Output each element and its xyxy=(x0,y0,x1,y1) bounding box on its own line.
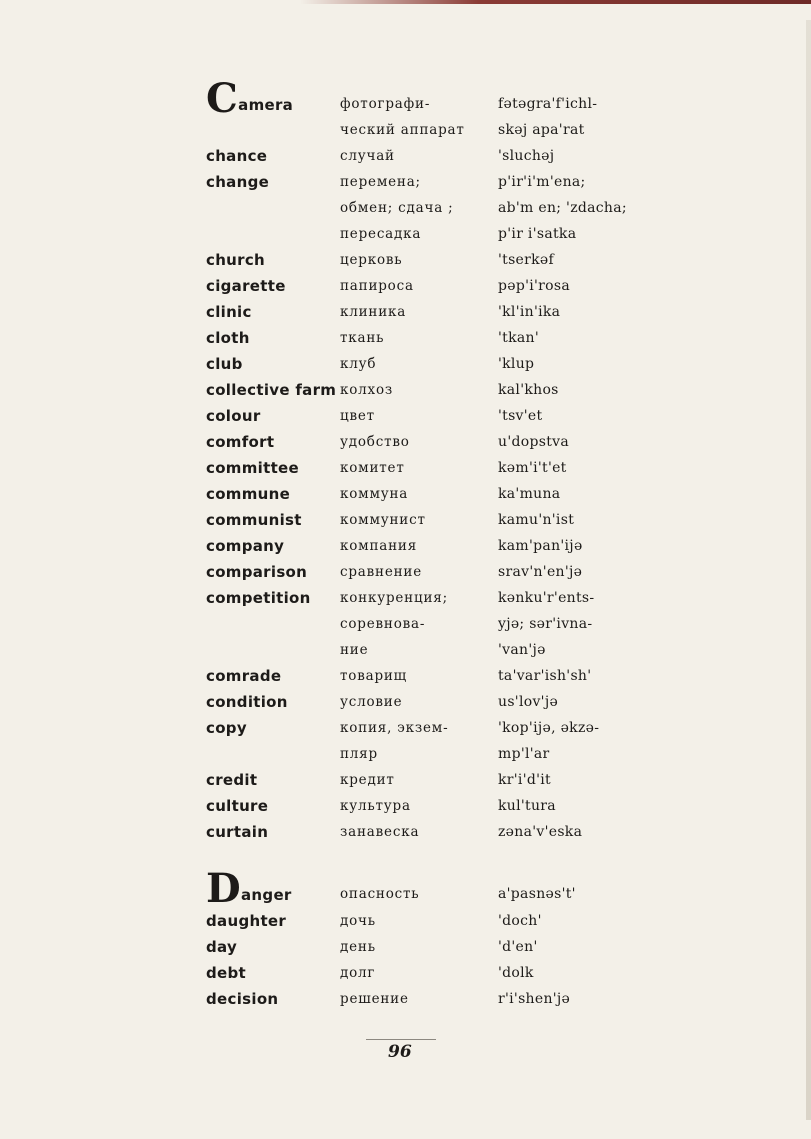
vocabulary-entry xyxy=(0,719,811,745)
pronunciation: kənku'r'ents- xyxy=(498,590,595,606)
russian-translation: день xyxy=(340,939,376,955)
english-word: daughter xyxy=(206,912,287,930)
pronunciation: ta'var'ish'sh' xyxy=(498,668,592,684)
russian-translation: товарищ xyxy=(340,668,408,684)
russian-translation: кредит xyxy=(340,772,395,788)
russian-translation: перемена; xyxy=(340,174,421,190)
russian-translation: коммунист xyxy=(340,512,426,528)
pronunciation: kamu'n'ist xyxy=(498,512,575,528)
vocabulary-entry xyxy=(0,667,811,693)
vocabulary-entry xyxy=(0,459,811,485)
russian-translation: решение xyxy=(340,991,409,1007)
vocabulary-entry xyxy=(0,277,811,303)
pronunciation: 'tserkəf xyxy=(498,252,554,268)
russian-translation: клиника xyxy=(340,304,407,320)
pronunciation: 'tsv'et xyxy=(498,408,543,424)
english-word: change xyxy=(206,173,270,191)
vocabulary-entry xyxy=(0,615,811,641)
vocabulary-entry xyxy=(0,745,811,771)
english-word: chance xyxy=(206,147,268,165)
vocabulary-entry xyxy=(0,912,811,938)
pronunciation: pəp'i'rosa xyxy=(498,278,571,294)
russian-translation: сравнение xyxy=(340,564,423,580)
pronunciation: kəm'i't'et xyxy=(498,460,567,476)
vocabulary-entry xyxy=(0,407,811,433)
russian-translation: опасность xyxy=(340,886,420,902)
english-word: clinic xyxy=(206,303,252,321)
section-first-word-rest: amera xyxy=(238,96,294,114)
vocabulary-entry xyxy=(0,433,811,459)
page-edge-top xyxy=(300,0,811,4)
pronunciation: a'pasnəs't' xyxy=(498,886,576,902)
vocabulary-entry xyxy=(0,589,811,615)
pronunciation: mp'l'ar xyxy=(498,746,550,762)
vocabulary-entry xyxy=(0,199,811,225)
russian-translation: компания xyxy=(340,538,418,554)
russian-translation: ткань xyxy=(340,330,385,346)
pronunciation: 'tkan' xyxy=(498,330,539,346)
english-word: cloth xyxy=(206,329,250,347)
vocabulary-entry xyxy=(0,329,811,355)
english-word: decision xyxy=(206,990,279,1008)
vocabulary-entry xyxy=(0,355,811,381)
russian-translation: обмен; сдача ; xyxy=(340,200,454,216)
pronunciation: fətəgra'f'ichl- xyxy=(498,96,598,112)
russian-translation: пляр xyxy=(340,746,378,762)
russian-translation: долг xyxy=(340,965,376,981)
vocabulary-entry xyxy=(0,173,811,199)
pronunciation: u'dopstva xyxy=(498,434,569,450)
english-word: club xyxy=(206,355,243,373)
russian-translation: случай xyxy=(340,148,395,164)
russian-translation: ние xyxy=(340,642,369,658)
russian-translation: цвет xyxy=(340,408,375,424)
pronunciation: kr'i'd'it xyxy=(498,772,551,788)
vocabulary-entry xyxy=(0,563,811,589)
pronunciation: us'lov'jə xyxy=(498,694,559,710)
english-word: curtain xyxy=(206,823,269,841)
russian-translation: дочь xyxy=(340,913,376,929)
pronunciation: ab'm en; 'zdacha; xyxy=(498,200,627,216)
vocabulary-entry xyxy=(0,147,811,173)
pronunciation: ka'muna xyxy=(498,486,561,502)
russian-translation: колхоз xyxy=(340,382,394,398)
english-word: condition xyxy=(206,693,288,711)
english-word: cigarette xyxy=(206,277,286,295)
russian-translation: удобство xyxy=(340,434,410,450)
section-first-word-rest: anger xyxy=(241,886,292,904)
pronunciation: kam'pan'ijə xyxy=(498,538,583,554)
page-number: 96 xyxy=(388,1042,412,1062)
vocabulary-entry xyxy=(0,251,811,277)
russian-translation: ческий аппарат xyxy=(340,122,465,138)
vocabulary-entry xyxy=(0,771,811,797)
russian-translation: фотографи- xyxy=(340,96,431,112)
russian-translation: копия, экзем- xyxy=(340,720,449,736)
pronunciation: r'i'shen'jə xyxy=(498,991,571,1007)
pronunciation: kul'tura xyxy=(498,798,556,814)
vocabulary-entry xyxy=(0,865,811,912)
pronunciation: zəna'v'eska xyxy=(498,824,583,840)
russian-translation: соревнова- xyxy=(340,616,426,632)
vocabulary-entry xyxy=(0,641,811,667)
russian-translation: занавеска xyxy=(340,824,420,840)
english-word: collective farm xyxy=(206,381,337,399)
pronunciation: 'dolk xyxy=(498,965,534,981)
vocabulary-entry xyxy=(0,823,811,849)
vocabulary-entry xyxy=(0,75,811,122)
russian-translation: конкуренция; xyxy=(340,590,448,606)
english-word: comfort xyxy=(206,433,275,451)
english-word xyxy=(206,75,294,122)
section-initial-letter: C xyxy=(206,75,239,122)
english-word: comparison xyxy=(206,563,308,581)
vocabulary-entry xyxy=(0,964,811,990)
russian-translation: папироса xyxy=(340,278,414,294)
vocabulary-entry xyxy=(0,511,811,537)
english-word: commune xyxy=(206,485,291,503)
pronunciation: p'ir'i'm'ena; xyxy=(498,174,586,190)
vocabulary-entry xyxy=(0,990,811,1016)
english-word: copy xyxy=(206,719,247,737)
vocabulary-entry xyxy=(0,225,811,251)
vocabulary-entry xyxy=(0,485,811,511)
pronunciation: 'van'jə xyxy=(498,642,546,658)
english-word: debt xyxy=(206,964,247,982)
pronunciation: 'kl'in'ika xyxy=(498,304,561,320)
vocabulary-entry xyxy=(0,693,811,719)
english-word: company xyxy=(206,537,285,555)
english-word: day xyxy=(206,938,238,956)
russian-translation: культура xyxy=(340,798,411,814)
vocabulary-entry xyxy=(0,537,811,563)
page-number-rule xyxy=(366,1039,436,1040)
pronunciation: 'kop'ijə, əkzə- xyxy=(498,720,600,736)
english-word: colour xyxy=(206,407,261,425)
english-word: committee xyxy=(206,459,299,477)
english-word: communist xyxy=(206,511,302,529)
vocabulary-entry xyxy=(0,381,811,407)
russian-translation: условие xyxy=(340,694,403,710)
pronunciation: 'klup xyxy=(498,356,535,372)
pronunciation: kal'khos xyxy=(498,382,559,398)
russian-translation: коммуна xyxy=(340,486,409,502)
pronunciation: 'doch' xyxy=(498,913,542,929)
vocabulary-entry xyxy=(0,303,811,329)
section-initial-letter: D xyxy=(206,865,241,912)
english-word: credit xyxy=(206,771,258,789)
pronunciation: yjə; sər'ivna- xyxy=(498,616,593,632)
pronunciation: srav'n'en'jə xyxy=(498,564,583,580)
english-word: comrade xyxy=(206,667,282,685)
english-word: church xyxy=(206,251,266,269)
russian-translation: клуб xyxy=(340,356,377,372)
russian-translation: пересадка xyxy=(340,226,422,242)
vocabulary-entry xyxy=(0,797,811,823)
pronunciation: p'ir i'satka xyxy=(498,226,577,242)
pronunciation: 'sluchəj xyxy=(498,148,555,164)
pronunciation: 'd'en' xyxy=(498,939,538,955)
russian-translation: комитет xyxy=(340,460,405,476)
english-word: competition xyxy=(206,589,311,607)
vocabulary-entry xyxy=(0,121,811,147)
pronunciation: skəj apa'rat xyxy=(498,122,585,138)
vocabulary-entry xyxy=(0,938,811,964)
english-word: culture xyxy=(206,797,269,815)
english-word xyxy=(206,865,292,912)
russian-translation: церковь xyxy=(340,252,403,268)
